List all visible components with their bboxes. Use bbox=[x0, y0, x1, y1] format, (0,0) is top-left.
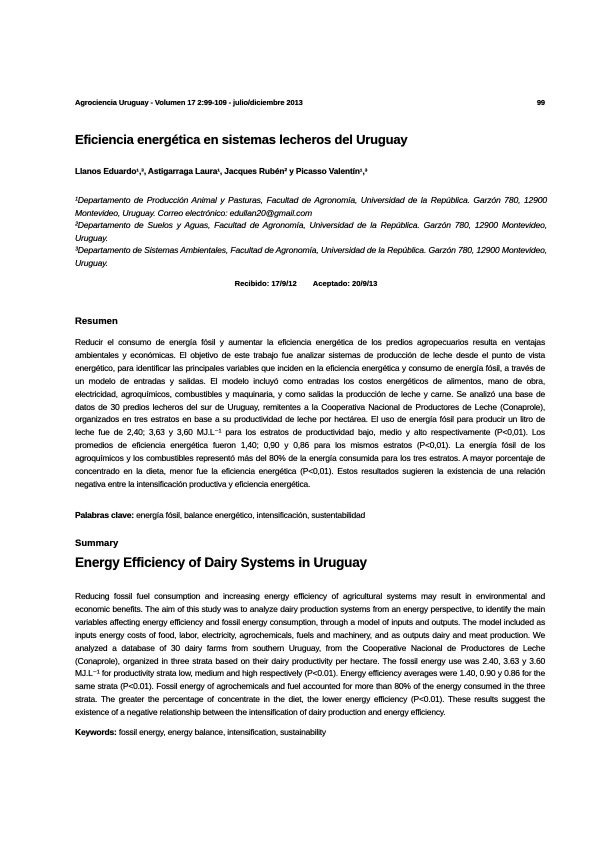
keywords-line bbox=[75, 727, 545, 737]
summary-heading: Summary bbox=[75, 538, 119, 549]
palabras-clave-line bbox=[75, 510, 545, 520]
resumen-abstract: Reducir el consumo de energía fósil y aumentar la eficiencia energética de los predios agropecuarios resulta en ventajas ambientales y económicas. El objetivo de este trabajo fue analizar sistemas de producción de leche desde el punto de vista energético, para identificar las principales variables que inciden en la eficiencia energética y consumo de energía fósil, a través de un modelo de entradas y salidas. El modelo incluyó como entradas los costos energéticos de alimentos, mano de obra, electricidad, agroquímicos, combustibles y maquinaria, y como salidas la producción de leche y carne. Se analizó una base de datos de 30 predios lecheros del sur de Uruguay, remitentes a la Cooperativa Nacional de Productores de Leche (Conaprole), organizados en tres estratos en base a su productividad de leche por hectárea. El uso de energía fósil para producir un litro de leche fue de 2,40; 3,63 y 3,60 MJ.L⁻¹ para los estratos de productividad bajo, medio y alto respectivamente (P<0,01). Los promedios de eficiencia energética fueron 1,40; 0,90 y 0,86 para los mismos estratos (P<0,01). La energía fósil de los agroquímicos y los combustibles representó más del 80% de la energía consumida para los tres estratos. A mayor porcentaje de concentrado en la dieta, menor fue la eficiencia energética (P<0,01). Estos resultados sugieren la existencia de una relación negativa entre la intensificación productiva y eficiencia energética. bbox=[75, 337, 545, 489]
resumen-heading: Resumen bbox=[75, 316, 118, 327]
page-header bbox=[75, 98, 545, 107]
journal-line: Agrociencia Uruguay - Volumen 17 2:99-109 - julio/diciembre 2013 bbox=[75, 98, 303, 107]
accepted-date: Aceptado: 20/9/13 bbox=[312, 279, 378, 288]
keywords-text: fossil energy, energy balance, intensification, sustainability bbox=[116, 727, 326, 737]
palabras-clave-label: Palabras clave: bbox=[75, 510, 134, 520]
article-title-spanish: Eficiencia energética en sistemas lecheros del Uruguay bbox=[75, 132, 408, 147]
keywords-label: Keywords: bbox=[75, 727, 117, 737]
summary-abstract: Reducing fossil fuel consumption and increasing energy efficiency of agricultural systems may result in environmental and economic benefits. The aim of this study was to analyze dairy production systems from an energy perspective, to identify the main variables affecting energy efficiency and fossil energy consumption, through a model of inputs and outputs. The model included as inputs energy costs of food, labor, electricity, agrochemicals, fuels and machinery, and as outputs dairy and meat production. We analyzed a database of 30 dairy farms from southern Uruguay, from the Cooperative Nacional de Productores de Leche (Conaprole), organized in three strata based on their dairy productivity per hectare. The fossil energy use was 2.40, 3.63 y 3.60 MJ.L⁻¹ for productivity strata low, medium and high respectively (P<0.01). Energy efficiency averages were 1.40, 0.90 y 0.86 for the same strata (P<0.01). Fossil energy of agrochemicals and fuel accounted for more than 80% of the energy consumed in the three strata. The greater the percentage of concentrate in the diet, the lower energy efficiency (P<0.01). These results suggest the existence of a negative relationship between the intensification of dairy production and energy efficiency. bbox=[75, 591, 545, 718]
palabras-clave-text: energía fósil, balance energético, intensificación, sustentabilidad bbox=[133, 510, 366, 520]
authors-line: Llanos Eduardo¹,³, Astigarraga Laura¹, Jacques Rubén² y Picasso Valentín¹,³ bbox=[75, 166, 368, 176]
received-date: Recibido: 17/9/12 bbox=[234, 279, 297, 288]
affiliations-block bbox=[75, 194, 547, 269]
affiliation-2: ²Departamento de Suelos y Aguas, Facultad de Agronomía, Universidad de la República. Garzón 780, 12900 Montevideo, Uruguay. bbox=[75, 220, 547, 243]
page-number: 99 bbox=[536, 98, 545, 107]
article-title-english: Energy Efficiency of Dairy Systems in Uruguay bbox=[75, 555, 367, 570]
received-accepted-line bbox=[0, 279, 612, 288]
affiliation-3: ³Departamento de Sistemas Ambientales, Facultad de Agronomía, Universidad de la República. Garzón 780, 12900 Montevideo, Uruguay. bbox=[75, 245, 547, 268]
affiliation-1: ¹Departamento de Producción Animal y Pasturas, Facultad de Agronomía, Universidad de la República. Garzón 780, 12900 Montevideo, Uruguay. Correo electrónico: edullan20@gmail.com bbox=[75, 195, 547, 218]
